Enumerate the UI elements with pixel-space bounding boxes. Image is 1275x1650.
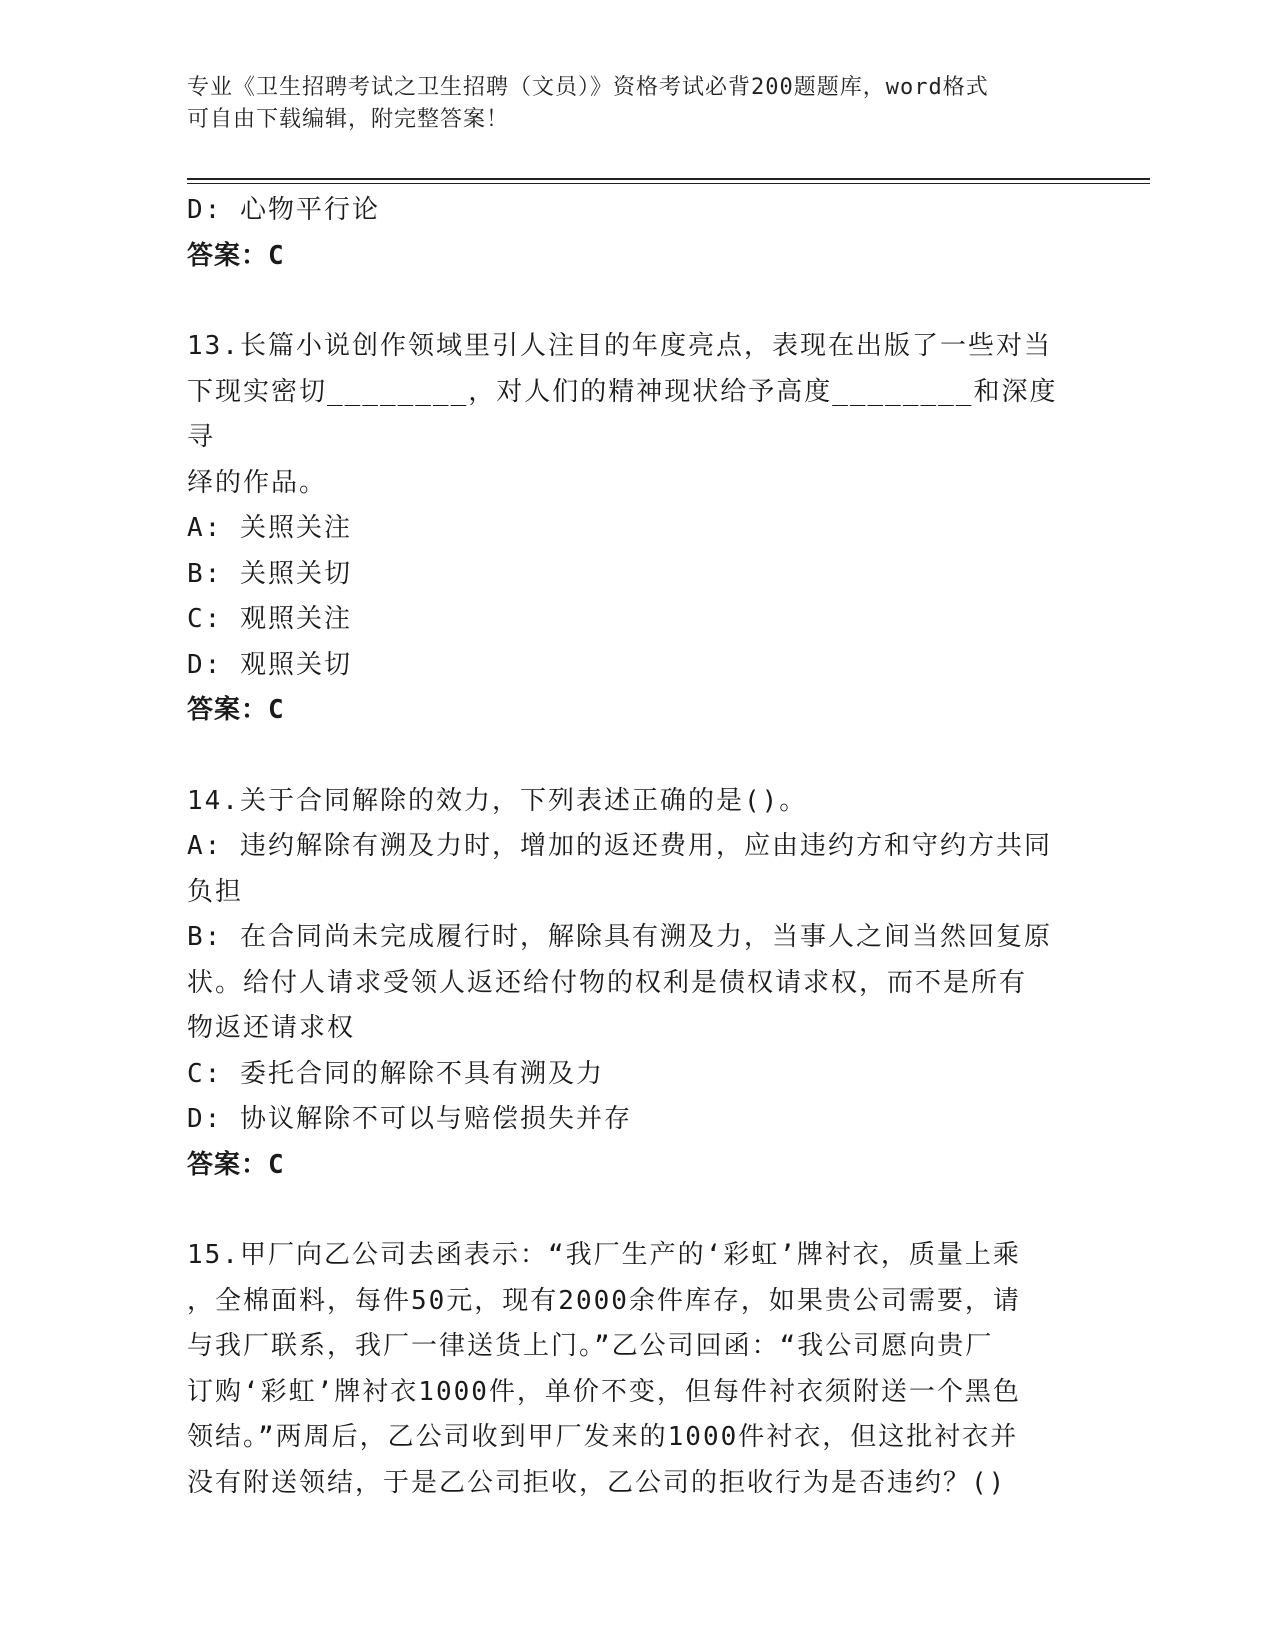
- question-stem-line: 下现实密切________，对人们的精神现状给予高度________和深度寻: [187, 376, 1058, 452]
- option-d: D: 协议解除不可以与赔偿损失并存: [187, 1104, 632, 1134]
- option-b-continued: 状。给付人请求受领人返还给付物的权利是债权请求权，而不是所有: [187, 967, 1028, 998]
- spacer: [187, 279, 1067, 324]
- question-stem-line: ，全棉面料，每件50元，现有2000余件库存，如果贵公司需要，请: [187, 1285, 1021, 1316]
- question-13: [187, 324, 1067, 734]
- prev-option-d: D: 心物平行论: [187, 195, 380, 225]
- option-a: A: 关照关注: [187, 513, 352, 543]
- header-title-line-1: 专业《卫生招聘考试之卫生招聘（文员）》资格考试必背200题题库，word格式: [187, 75, 989, 100]
- option-a-continued: 负担: [187, 876, 244, 907]
- question-stem-line: 与我厂联系，我厂一律送货上门。”乙公司回函：“我公司愿向贵厂: [187, 1331, 994, 1361]
- question-stem-line: 13.长篇小说创作领域里引人注目的年度亮点，表现在出版了一些对当: [187, 331, 1052, 361]
- question-stem-line: 没有附送领结，于是乙公司拒收，乙公司的拒收行为是否违约？(): [187, 1467, 1007, 1498]
- document-body: [187, 188, 1067, 1506]
- option-b: B: 在合同尚未完成履行时，解除具有溯及力，当事人之间当然回复原: [187, 922, 1052, 952]
- answer: 答案：C: [187, 695, 285, 725]
- question-stem-line: 订购‘彩虹’牌衬衣1000件，单价不变，但每件衬衣须附送一个黑色: [187, 1376, 1021, 1407]
- question-15: [187, 1233, 1067, 1506]
- option-c: C: 观照关注: [187, 604, 352, 634]
- header-title-line-2: 可自由下载编辑，附完整答案！: [187, 107, 510, 132]
- prev-answer: 答案：C: [187, 240, 285, 271]
- spacer: [187, 1188, 1067, 1233]
- question-14: [187, 779, 1067, 1189]
- option-c: C: 委托合同的解除不具有溯及力: [187, 1058, 604, 1089]
- question-stem-line: 15.甲厂向乙公司去函表示：“我厂生产的‘彩虹’牌衬衣，质量上乘: [187, 1240, 1021, 1270]
- option-b-continued: 物返还请求权: [187, 1013, 356, 1043]
- option-a: A: 违约解除有溯及力时，增加的返还费用，应由违约方和守约方共同: [187, 831, 1052, 861]
- header-divider: [187, 178, 1150, 180]
- option-d: D: 观照关切: [187, 649, 352, 680]
- question-stem-line: 绎的作品。: [187, 467, 328, 498]
- answer: 答案：C: [187, 1149, 285, 1180]
- question-stem-line: 14.关于合同解除的效力，下列表述正确的是()。: [187, 785, 808, 816]
- header-divider-thin: [187, 183, 1150, 184]
- page-header: [187, 72, 1087, 136]
- question-stem-line: 领结。”两周后，乙公司收到甲厂发来的1000件衬衣，但这批衬衣并: [187, 1422, 1019, 1452]
- spacer: [187, 734, 1067, 779]
- option-b: B: 关照关切: [187, 558, 352, 589]
